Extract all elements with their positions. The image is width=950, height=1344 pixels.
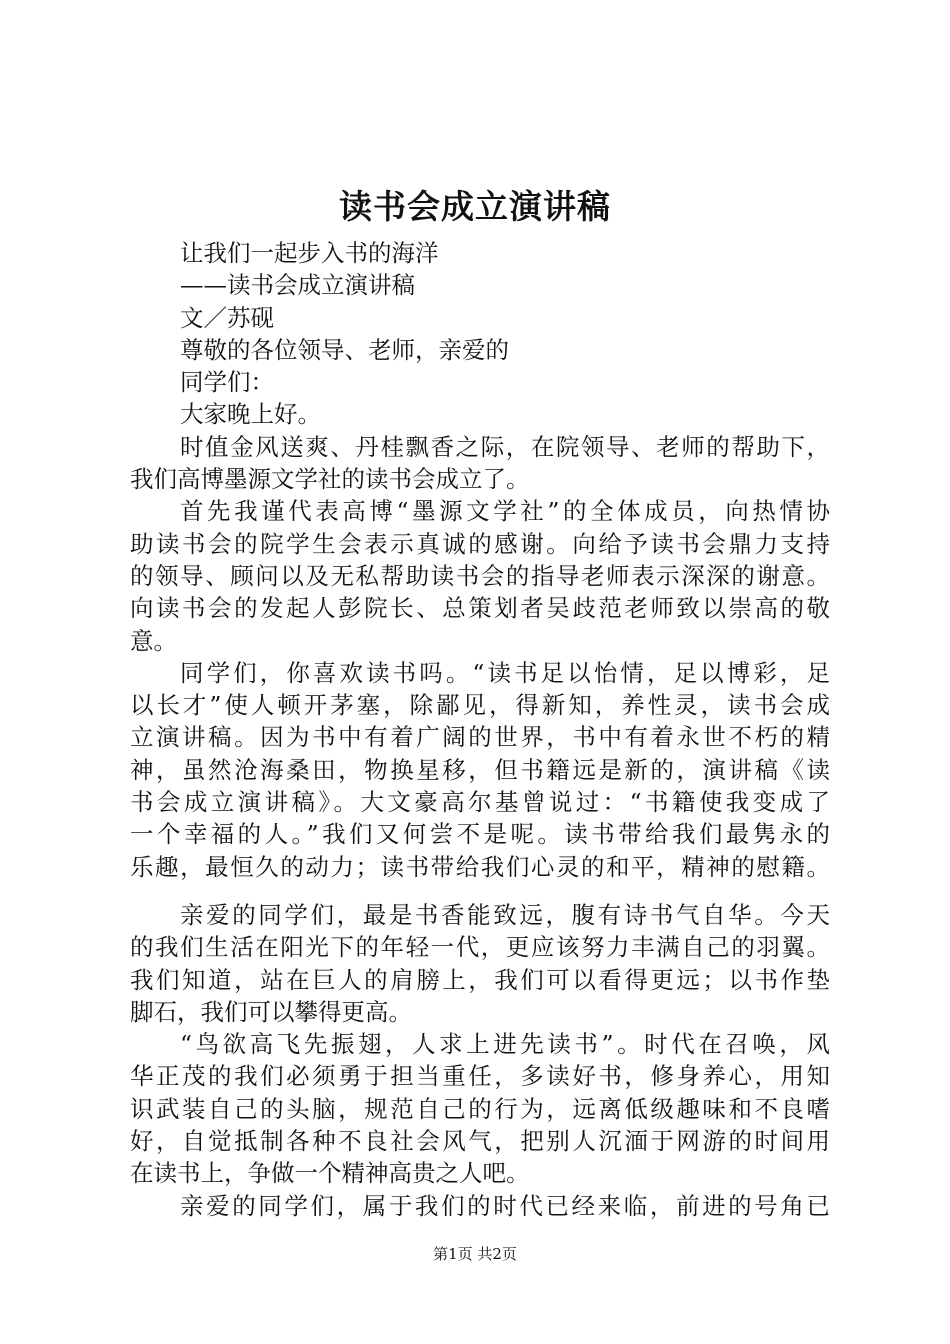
body-line: 乐趣，最恒久的动力；读书带给我们心灵的和平，精神的慰籍。 [130, 852, 830, 881]
body-line: 同学们，你喜欢读书吗。“读书足以怡情，足以博彩，足 [180, 658, 830, 687]
body-line: 意。 [130, 626, 177, 655]
body-line: 以长才”使人顿开茅塞，除鄙见，得新知，养性灵，读书会成 [130, 691, 830, 720]
body-line: 首先我谨代表高博“墨源文学社”的全体成员，向热情协 [180, 497, 830, 526]
body-line: ——读书会成立演讲稿 [180, 271, 415, 300]
document-body [130, 237, 830, 1222]
body-line: 书会成立演讲稿》。大文豪高尔基曾说过：“书籍使我变成了 [130, 788, 830, 817]
body-line: 的我们生活在阳光下的年轻一代，更应该努力丰满自己的羽翼。 [130, 933, 830, 962]
body-line: 亲爱的同学们，属于我们的时代已经来临，前进的号角已 [180, 1191, 830, 1220]
body-line: 向读书会的发起人彭院长、总策划者吴歧范老师致以崇高的敬 [130, 594, 830, 623]
document-title: 读书会成立演讲稿 [339, 187, 611, 226]
body-line: 神，虽然沧海桑田，物换星移，但书籍远是新的，演讲稿《读 [130, 755, 830, 784]
body-line: “鸟欲高飞先振翅，人求上进先读书”。时代在召唤，风 [180, 1030, 830, 1059]
body-line: 在读书上，争做一个精神高贵之人吧。 [130, 1159, 530, 1188]
body-line: 好，自觉抵制各种不良社会风气，把别人沉湎于网游的时间用 [130, 1127, 830, 1156]
page-footer: 第1页 共2页 [433, 1245, 517, 1263]
body-line: 一个幸福的人。”我们又何尝不是呢。读书带给我们最隽永的 [130, 820, 830, 849]
body-line: 同学们： [180, 368, 274, 397]
body-line: 文／苏砚 [180, 303, 274, 332]
body-line: 助读书会的院学生会表示真诚的感谢。向给予读书会鼎力支持 [130, 529, 830, 558]
body-line: 华正茂的我们必须勇于担当重任，多读好书，修身养心，用知 [130, 1062, 830, 1091]
body-line: 大家晚上好。 [180, 400, 321, 429]
body-line [130, 883, 830, 899]
body-line: 尊敬的各位领导、老师，亲爱的 [180, 335, 509, 364]
body-line: 立演讲稿。因为书中有着广阔的世界，书中有着永世不朽的精 [130, 723, 830, 752]
body-line: 识武装自己的头脑，规范自己的行为，远离低级趣味和不良嗜 [130, 1094, 830, 1123]
body-line: 我们高博墨源文学社的读书会成立了。 [130, 465, 530, 494]
body-line: 的领导、顾问以及无私帮助读书会的指导老师表示深深的谢意。 [130, 561, 830, 590]
body-line: 让我们一起步入书的海洋 [180, 239, 439, 267]
body-line: 时值金风送爽、丹桂飘香之际，在院领导、老师的帮助下， [180, 432, 830, 461]
body-line: 脚石，我们可以攀得更高。 [130, 997, 412, 1026]
body-line: 我们知道，站在巨人的肩膀上，我们可以看得更远；以书作垫 [130, 965, 830, 994]
body-line: 亲爱的同学们，最是书香能致远，腹有诗书气自华。今天 [180, 900, 830, 929]
